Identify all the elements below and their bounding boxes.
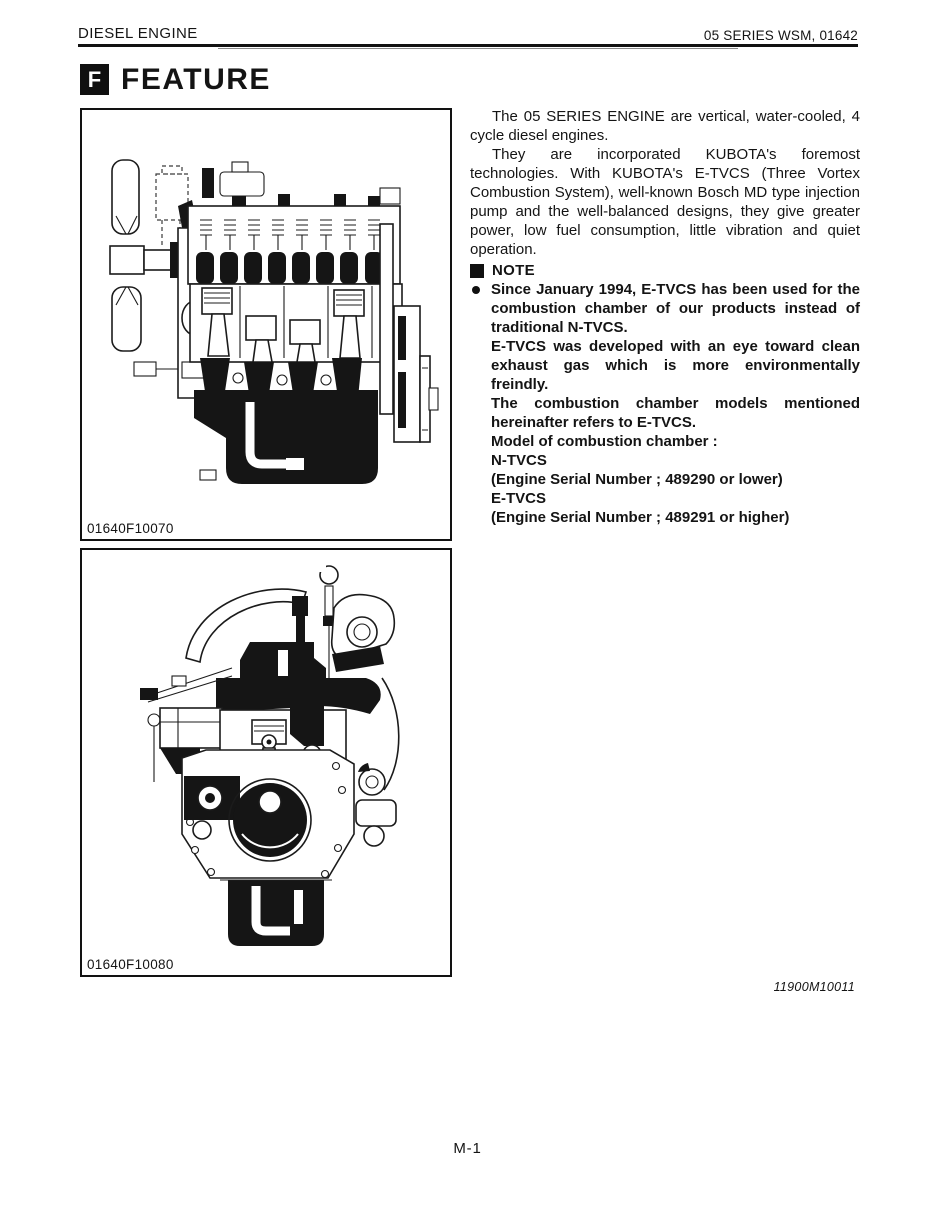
section-heading	[80, 64, 271, 95]
note-bullet-text: Since January 1994, E-TVCS has been used for the combustion chamber of our products instead of traditional N-TVCS.	[491, 281, 860, 336]
section-letter-badge: F	[80, 64, 109, 95]
note-line: (Engine Serial Number ; 489291 or higher)	[491, 509, 790, 526]
note-bullet-item	[470, 280, 860, 337]
bullet-icon	[472, 286, 480, 294]
figure-caption: 01640F10070	[87, 521, 174, 536]
engine-side-view-drawing	[82, 110, 450, 539]
header-right-title: 05 SERIES WSM, 01642	[703, 28, 858, 43]
note-line: E-TVCS	[491, 490, 547, 507]
body-paragraph: They are incorporated KUBOTA's foremost technologies. With KUBOTA's E-TVCS (Three Vortex Combustion System), well-known Bosch MD type injection pump and the well-balanced designs, they give greater power, low fuel consumption, little vibration and quiet operation.	[470, 146, 860, 258]
note-line: N-TVCS	[491, 452, 547, 469]
page-title: FEATURE	[121, 63, 271, 96]
figure-side-cross-section	[80, 108, 452, 541]
note-line: Model of combustion chamber :	[491, 433, 718, 450]
note-square-icon	[470, 264, 484, 278]
body-text-column	[470, 107, 860, 527]
header-left-title: DIESEL ENGINE	[78, 25, 198, 42]
body-paragraph: The 05 SERIES ENGINE are vertical, water-cooled, 4 cycle diesel engines.	[470, 108, 860, 144]
note-heading	[470, 261, 860, 280]
document-code: 11900M10011	[773, 980, 855, 994]
header-divider	[78, 44, 858, 47]
note-line: E-TVCS was developed with an eye toward clean exhaust gas which is more environmentally freindly.	[491, 338, 860, 393]
note-line: The combustion chamber models mentioned hereinafter refers to E-TVCS.	[491, 395, 860, 431]
note-line: (Engine Serial Number ; 489290 or lower)	[491, 471, 783, 488]
figure-caption: 01640F10080	[87, 957, 174, 972]
note-label: NOTE	[492, 262, 535, 279]
page-number: M-1	[453, 1140, 482, 1157]
engine-front-view-drawing	[82, 550, 450, 975]
figure-front-cross-section	[80, 548, 452, 977]
